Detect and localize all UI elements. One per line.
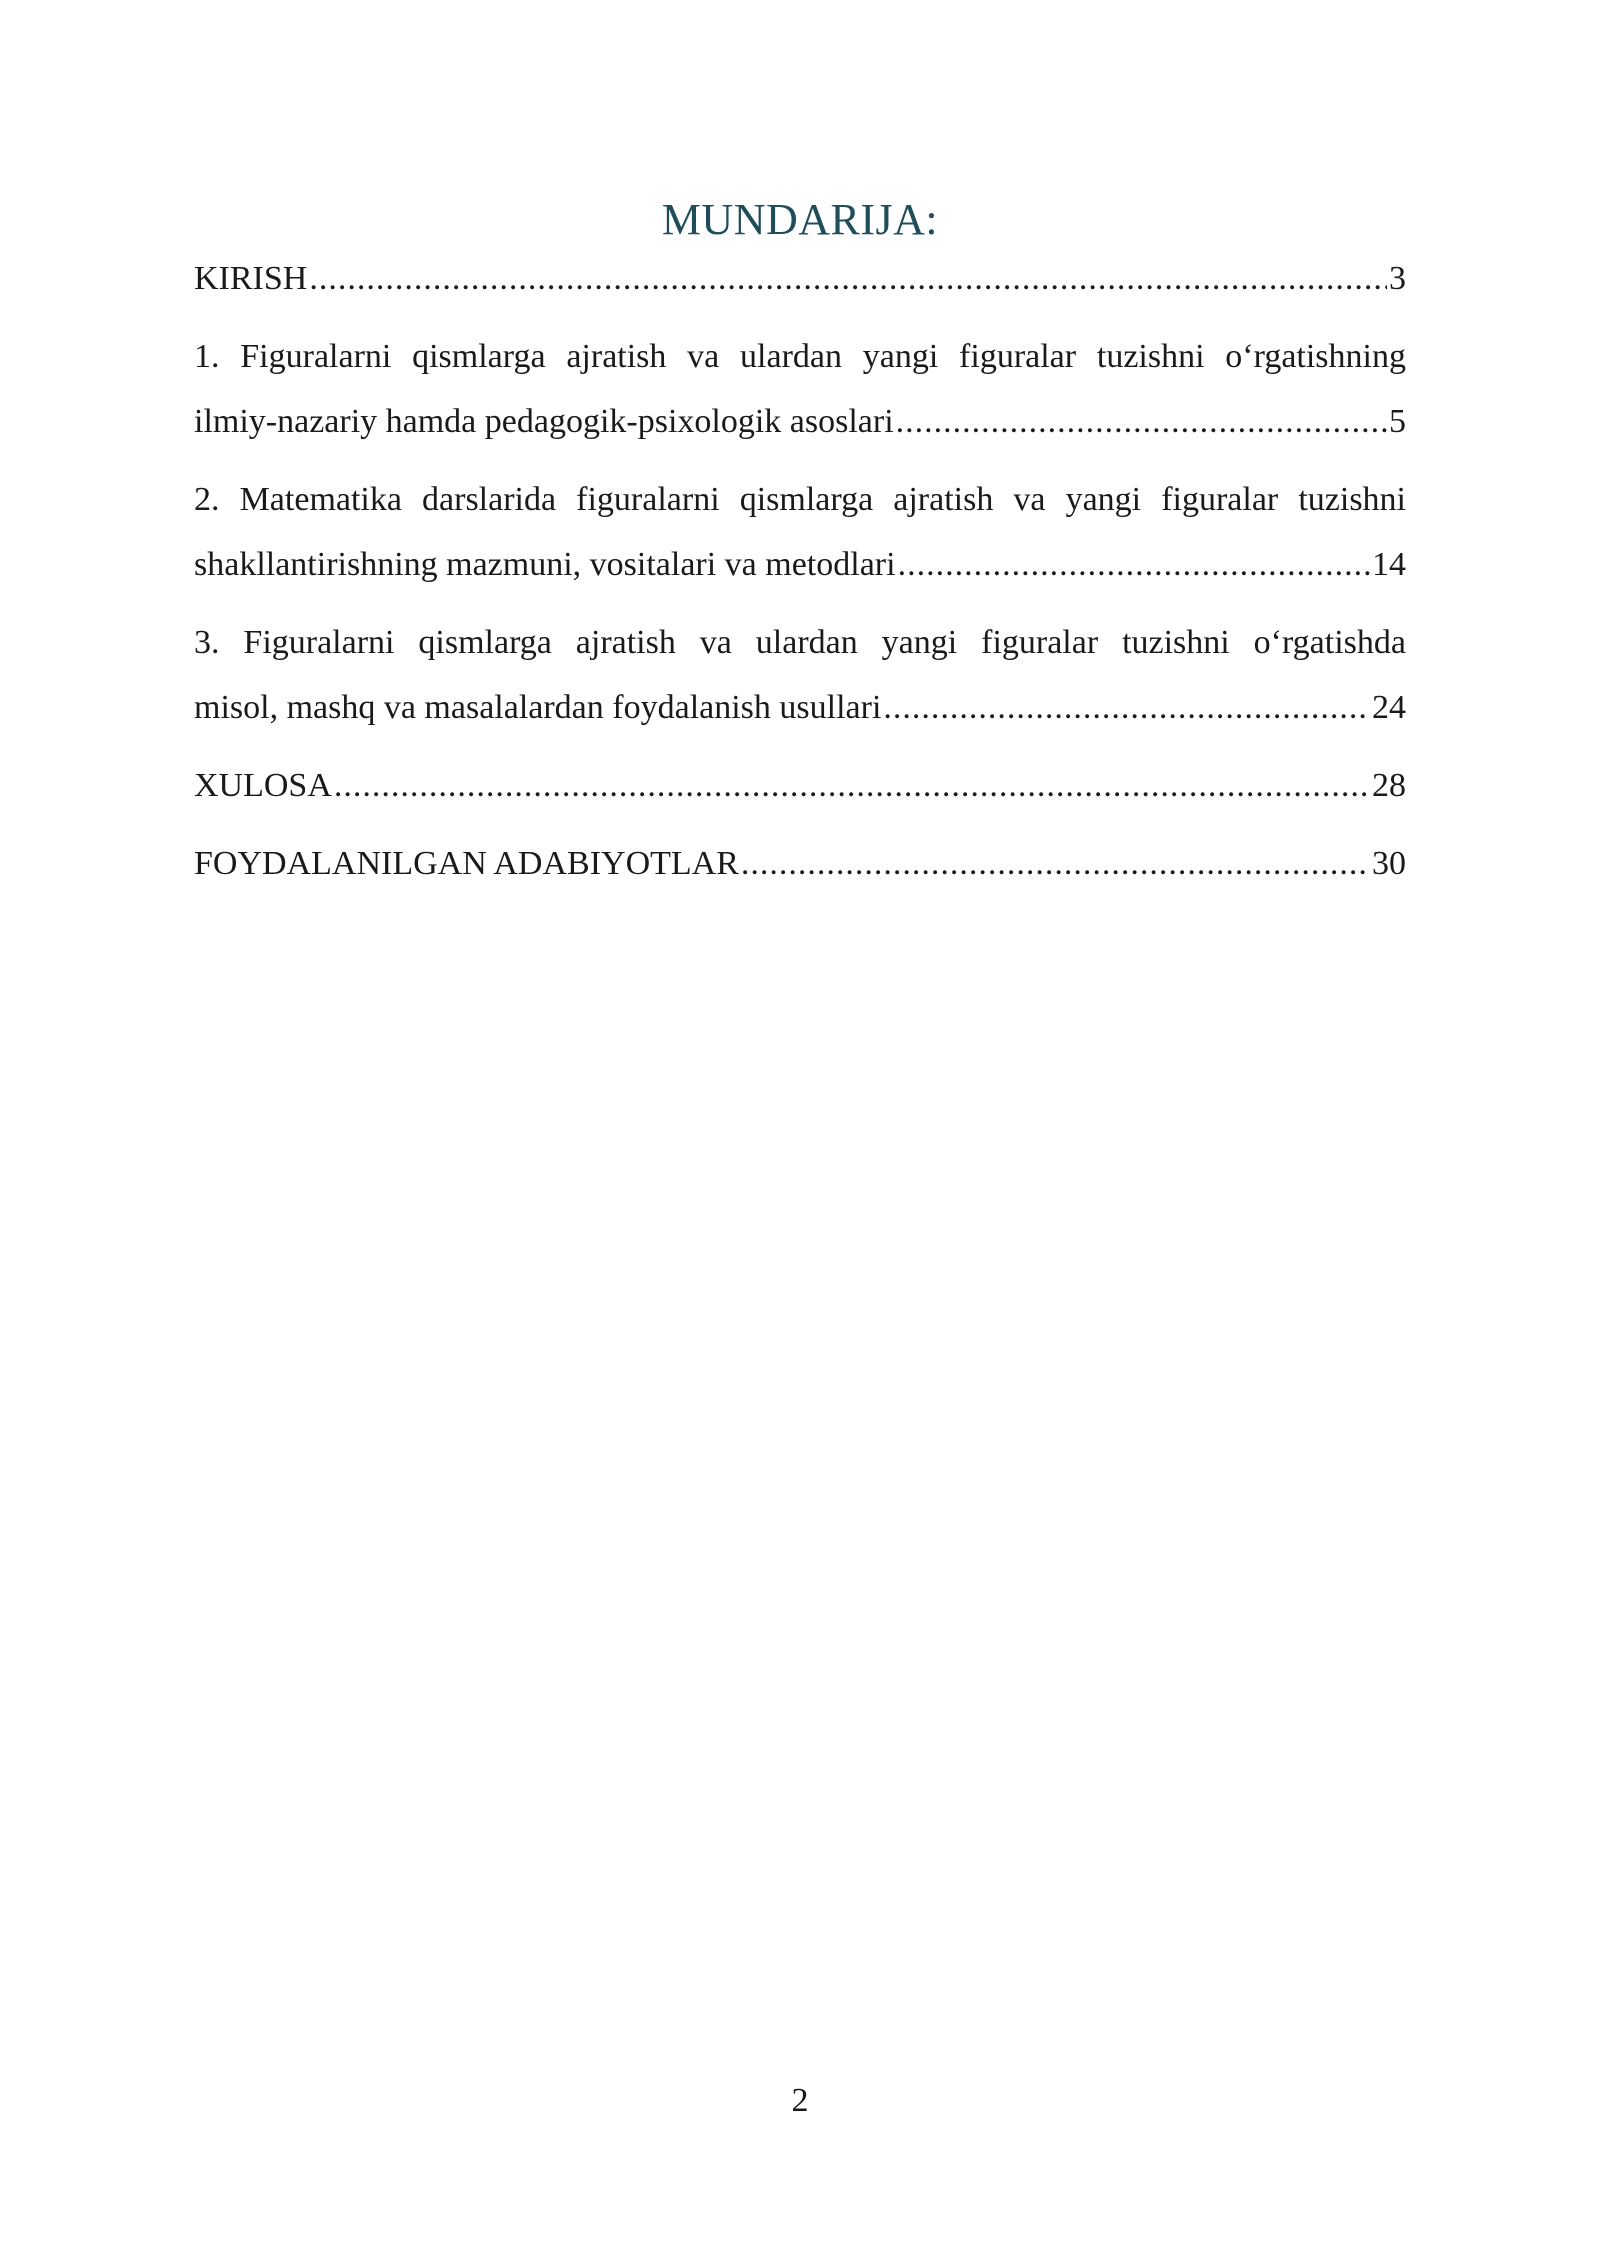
toc-entry-kirish: [194, 246, 1406, 311]
toc-entry-text: KIRISH: [194, 260, 308, 297]
toc-entry-line: [194, 675, 1406, 740]
toc-entry-chapter-1: [194, 324, 1406, 454]
toc-entry-chapter-3: [194, 610, 1406, 740]
toc-entry-text: 1. Figuralarni qismlarga ajratish va ulardan yangi figuralar tuzishni o‘rgatishning: [194, 338, 1406, 375]
toc-leader-dots: [898, 532, 1370, 597]
toc-page-number: 3: [1389, 260, 1406, 297]
toc-page-number: 28: [1372, 767, 1406, 804]
toc-page-number: 24: [1372, 689, 1406, 726]
toc-entry-adabiyotlar: [194, 831, 1406, 896]
toc-title: MUNDARIJA:: [661, 195, 939, 244]
toc-leader-dots: [309, 246, 1387, 311]
toc-entry-text: shakllantirishning mazmuni, vositalari va metodlari: [194, 546, 896, 583]
toc-entry-line: [194, 389, 1406, 454]
toc-entry-line: [194, 532, 1406, 597]
toc-entry-chapter-2: [194, 467, 1406, 597]
toc-entry-xulosa: [194, 753, 1406, 818]
toc-entry-line: [194, 246, 1406, 311]
toc-entry-text: FOYDALANILGAN ADABIYOTLAR: [194, 845, 739, 882]
toc-page-number: 5: [1389, 403, 1406, 440]
toc-entry-line: [194, 753, 1406, 818]
toc-entry-text: ilmiy-nazariy hamda pedagogik-psixologik asoslari: [194, 403, 894, 440]
table-of-contents: [194, 190, 1406, 896]
toc-entry-line: [194, 831, 1406, 896]
toc-leader-dots: [883, 675, 1370, 740]
toc-entry-text: misol, mashq va masalalardan foydalanish usullari: [194, 689, 882, 726]
toc-leader-dots: [896, 389, 1387, 454]
toc-entry-text: 3. Figuralarni qismlarga ajratish va ulardan yangi figuralar tuzishni o‘rgatishda: [194, 624, 1406, 661]
toc-leader-dots: [741, 831, 1370, 896]
toc-leader-dots: [334, 753, 1370, 818]
toc-page-number: 30: [1372, 845, 1406, 882]
page-number: 2: [791, 2082, 809, 2119]
toc-entry-text: XULOSA: [194, 767, 332, 804]
toc-page-number: 14: [1372, 546, 1406, 583]
toc-entry-text: 2. Matematika darslarida figuralarni qismlarga ajratish va yangi figuralar tuzishni: [194, 481, 1406, 518]
